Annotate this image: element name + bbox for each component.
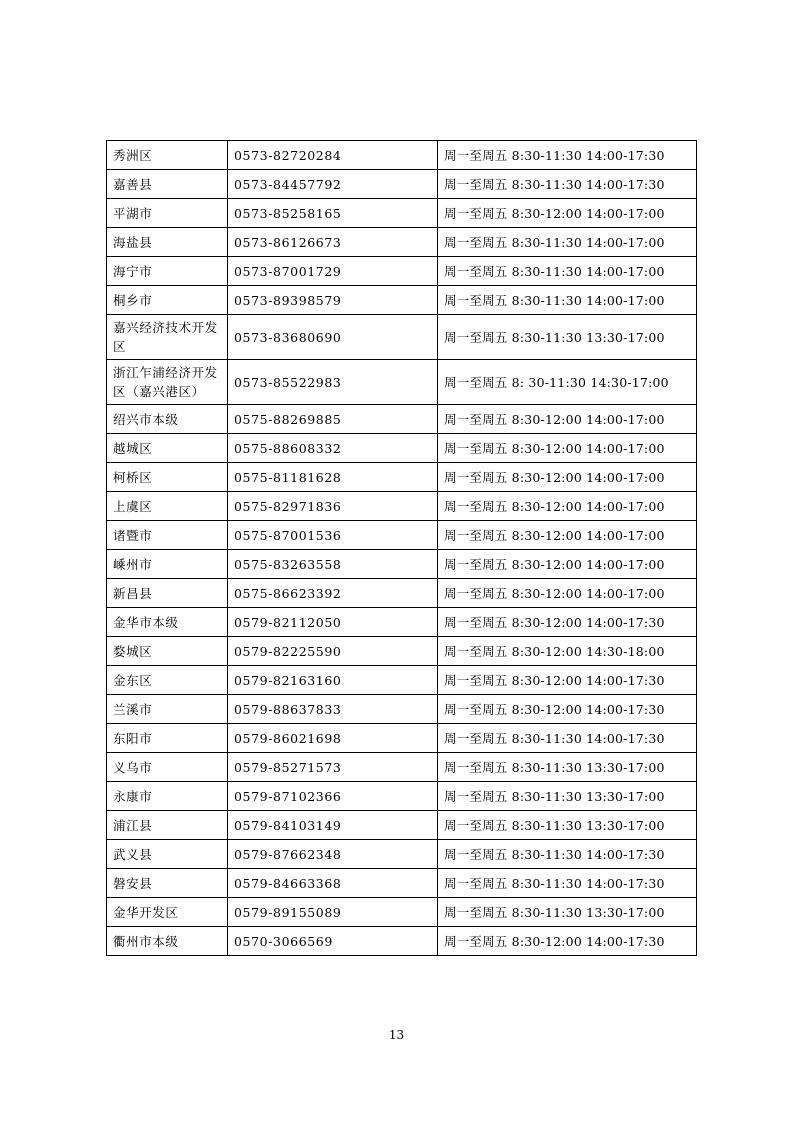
- hours-cell: 周一至周五 8:30-12:00 14:00-17:00: [438, 463, 697, 492]
- phone-cell: 0579-86021698: [228, 724, 438, 753]
- region-cell: 秀洲区: [107, 141, 228, 170]
- region-cell: 磐安县: [107, 869, 228, 898]
- region-cell: 金华开发区: [107, 898, 228, 927]
- table-row: [107, 141, 697, 170]
- phone-cell: 0575-88608332: [228, 434, 438, 463]
- phone-cell: 0579-84663368: [228, 869, 438, 898]
- table-row: [107, 579, 697, 608]
- table-row: [107, 228, 697, 257]
- phone-cell: 0579-82112050: [228, 608, 438, 637]
- table-row: [107, 811, 697, 840]
- region-cell: 绍兴市本级: [107, 405, 228, 434]
- region-cell: 兰溪市: [107, 695, 228, 724]
- phone-cell: 0573-85522983: [228, 360, 438, 405]
- table-row: [107, 724, 697, 753]
- region-cell: 东阳市: [107, 724, 228, 753]
- region-cell: 海盐县: [107, 228, 228, 257]
- table-row: [107, 840, 697, 869]
- region-cell: 诸暨市: [107, 521, 228, 550]
- region-cell: 上虞区: [107, 492, 228, 521]
- table-row: [107, 927, 697, 956]
- hours-cell: 周一至周五 8:30-12:00 14:00-17:00: [438, 434, 697, 463]
- region-cell: 海宁市: [107, 257, 228, 286]
- phone-cell: 0575-83263558: [228, 550, 438, 579]
- hours-cell: 周一至周五 8:30-12:00 14:30-18:00: [438, 637, 697, 666]
- region-cell: 浙江乍浦经济开发区（嘉兴港区）: [107, 360, 228, 405]
- hours-cell: 周一至周五 8:30-12:00 14:00-17:00: [438, 579, 697, 608]
- table-row: [107, 199, 697, 228]
- region-cell: 衢州市本级: [107, 927, 228, 956]
- phone-cell: 0573-89398579: [228, 286, 438, 315]
- hours-cell: 周一至周五 8: 30-11:30 14:30-17:00: [438, 360, 697, 405]
- hours-cell: 周一至周五 8:30-12:00 14:00-17:00: [438, 550, 697, 579]
- phone-cell: 0575-86623392: [228, 579, 438, 608]
- phone-cell: 0579-82225590: [228, 637, 438, 666]
- hours-cell: 周一至周五 8:30-12:00 14:00-17:00: [438, 521, 697, 550]
- region-cell: 武义县: [107, 840, 228, 869]
- hours-cell: 周一至周五 8:30-11:30 14:00-17:30: [438, 840, 697, 869]
- hours-cell: 周一至周五 8:30-11:30 13:30-17:00: [438, 898, 697, 927]
- hours-cell: 周一至周五 8:30-11:30 14:00-17:30: [438, 724, 697, 753]
- hours-cell: 周一至周五 8:30-11:30 14:00-17:30: [438, 170, 697, 199]
- region-cell: 嘉善县: [107, 170, 228, 199]
- table-row: [107, 521, 697, 550]
- hours-cell: 周一至周五 8:30-11:30 13:30-17:00: [438, 315, 697, 360]
- region-cell: 浦江县: [107, 811, 228, 840]
- phone-cell: 0579-84103149: [228, 811, 438, 840]
- phone-cell: 0575-88269885: [228, 405, 438, 434]
- phone-cell: 0573-87001729: [228, 257, 438, 286]
- table-row: [107, 782, 697, 811]
- hours-cell: 周一至周五 8:30-11:30 14:00-17:30: [438, 869, 697, 898]
- phone-cell: 0579-82163160: [228, 666, 438, 695]
- phone-cell: 0575-82971836: [228, 492, 438, 521]
- table-row: [107, 286, 697, 315]
- table-row: [107, 405, 697, 434]
- hours-cell: 周一至周五 8:30-12:00 14:00-17:00: [438, 492, 697, 521]
- table-row: [107, 869, 697, 898]
- region-cell: 平湖市: [107, 199, 228, 228]
- hours-cell: 周一至周五 8:30-12:00 14:00-17:30: [438, 927, 697, 956]
- region-cell: 金华市本级: [107, 608, 228, 637]
- region-cell: 永康市: [107, 782, 228, 811]
- hours-cell: 周一至周五 8:30-12:00 14:00-17:30: [438, 666, 697, 695]
- phone-cell: 0579-85271573: [228, 753, 438, 782]
- hours-cell: 周一至周五 8:30-11:30 14:00-17:00: [438, 228, 697, 257]
- region-cell: 嵊州市: [107, 550, 228, 579]
- hours-cell: 周一至周五 8:30-12:00 14:00-17:00: [438, 405, 697, 434]
- table-row: [107, 695, 697, 724]
- region-cell: 越城区: [107, 434, 228, 463]
- phone-cell: 0573-84457792: [228, 170, 438, 199]
- phone-cell: 0575-81181628: [228, 463, 438, 492]
- table-row: [107, 898, 697, 927]
- phone-cell: 0579-89155089: [228, 898, 438, 927]
- table-row: [107, 315, 697, 360]
- table-row: [107, 550, 697, 579]
- region-cell: 新昌县: [107, 579, 228, 608]
- hours-cell: 周一至周五 8:30-11:30 14:00-17:00: [438, 286, 697, 315]
- region-cell: 嘉兴经济技术开发区: [107, 315, 228, 360]
- hours-cell: 周一至周五 8:30-11:30 13:30-17:00: [438, 753, 697, 782]
- hours-cell: 周一至周五 8:30-11:30 14:00-17:00: [438, 257, 697, 286]
- hours-cell: 周一至周五 8:30-12:00 14:00-17:00: [438, 199, 697, 228]
- table-row: [107, 637, 697, 666]
- table-row: [107, 434, 697, 463]
- phone-cell: 0579-88637833: [228, 695, 438, 724]
- table-body: [107, 141, 697, 956]
- hours-cell: 周一至周五 8:30-11:30 13:30-17:00: [438, 811, 697, 840]
- hours-cell: 周一至周五 8:30-12:00 14:00-17:30: [438, 608, 697, 637]
- table-row: [107, 257, 697, 286]
- table-row: [107, 753, 697, 782]
- table-row: [107, 463, 697, 492]
- region-cell: 桐乡市: [107, 286, 228, 315]
- table-row: [107, 170, 697, 199]
- phone-cell: 0573-85258165: [228, 199, 438, 228]
- table-row: [107, 666, 697, 695]
- hours-cell: 周一至周五 8:30-12:00 14:00-17:30: [438, 695, 697, 724]
- table-row: [107, 360, 697, 405]
- region-cell: 柯桥区: [107, 463, 228, 492]
- page-number: 13: [388, 1028, 405, 1042]
- region-cell: 金东区: [107, 666, 228, 695]
- phone-cell: 0570-3066569: [228, 927, 438, 956]
- phone-cell: 0579-87102366: [228, 782, 438, 811]
- table-row: [107, 492, 697, 521]
- contact-table: [106, 140, 697, 956]
- phone-cell: 0573-86126673: [228, 228, 438, 257]
- phone-cell: 0575-87001536: [228, 521, 438, 550]
- hours-cell: 周一至周五 8:30-11:30 14:00-17:30: [438, 141, 697, 170]
- phone-cell: 0579-87662348: [228, 840, 438, 869]
- phone-cell: 0573-83680690: [228, 315, 438, 360]
- table-row: [107, 608, 697, 637]
- hours-cell: 周一至周五 8:30-11:30 13:30-17:00: [438, 782, 697, 811]
- region-cell: 义乌市: [107, 753, 228, 782]
- phone-cell: 0573-82720284: [228, 141, 438, 170]
- region-cell: 婺城区: [107, 637, 228, 666]
